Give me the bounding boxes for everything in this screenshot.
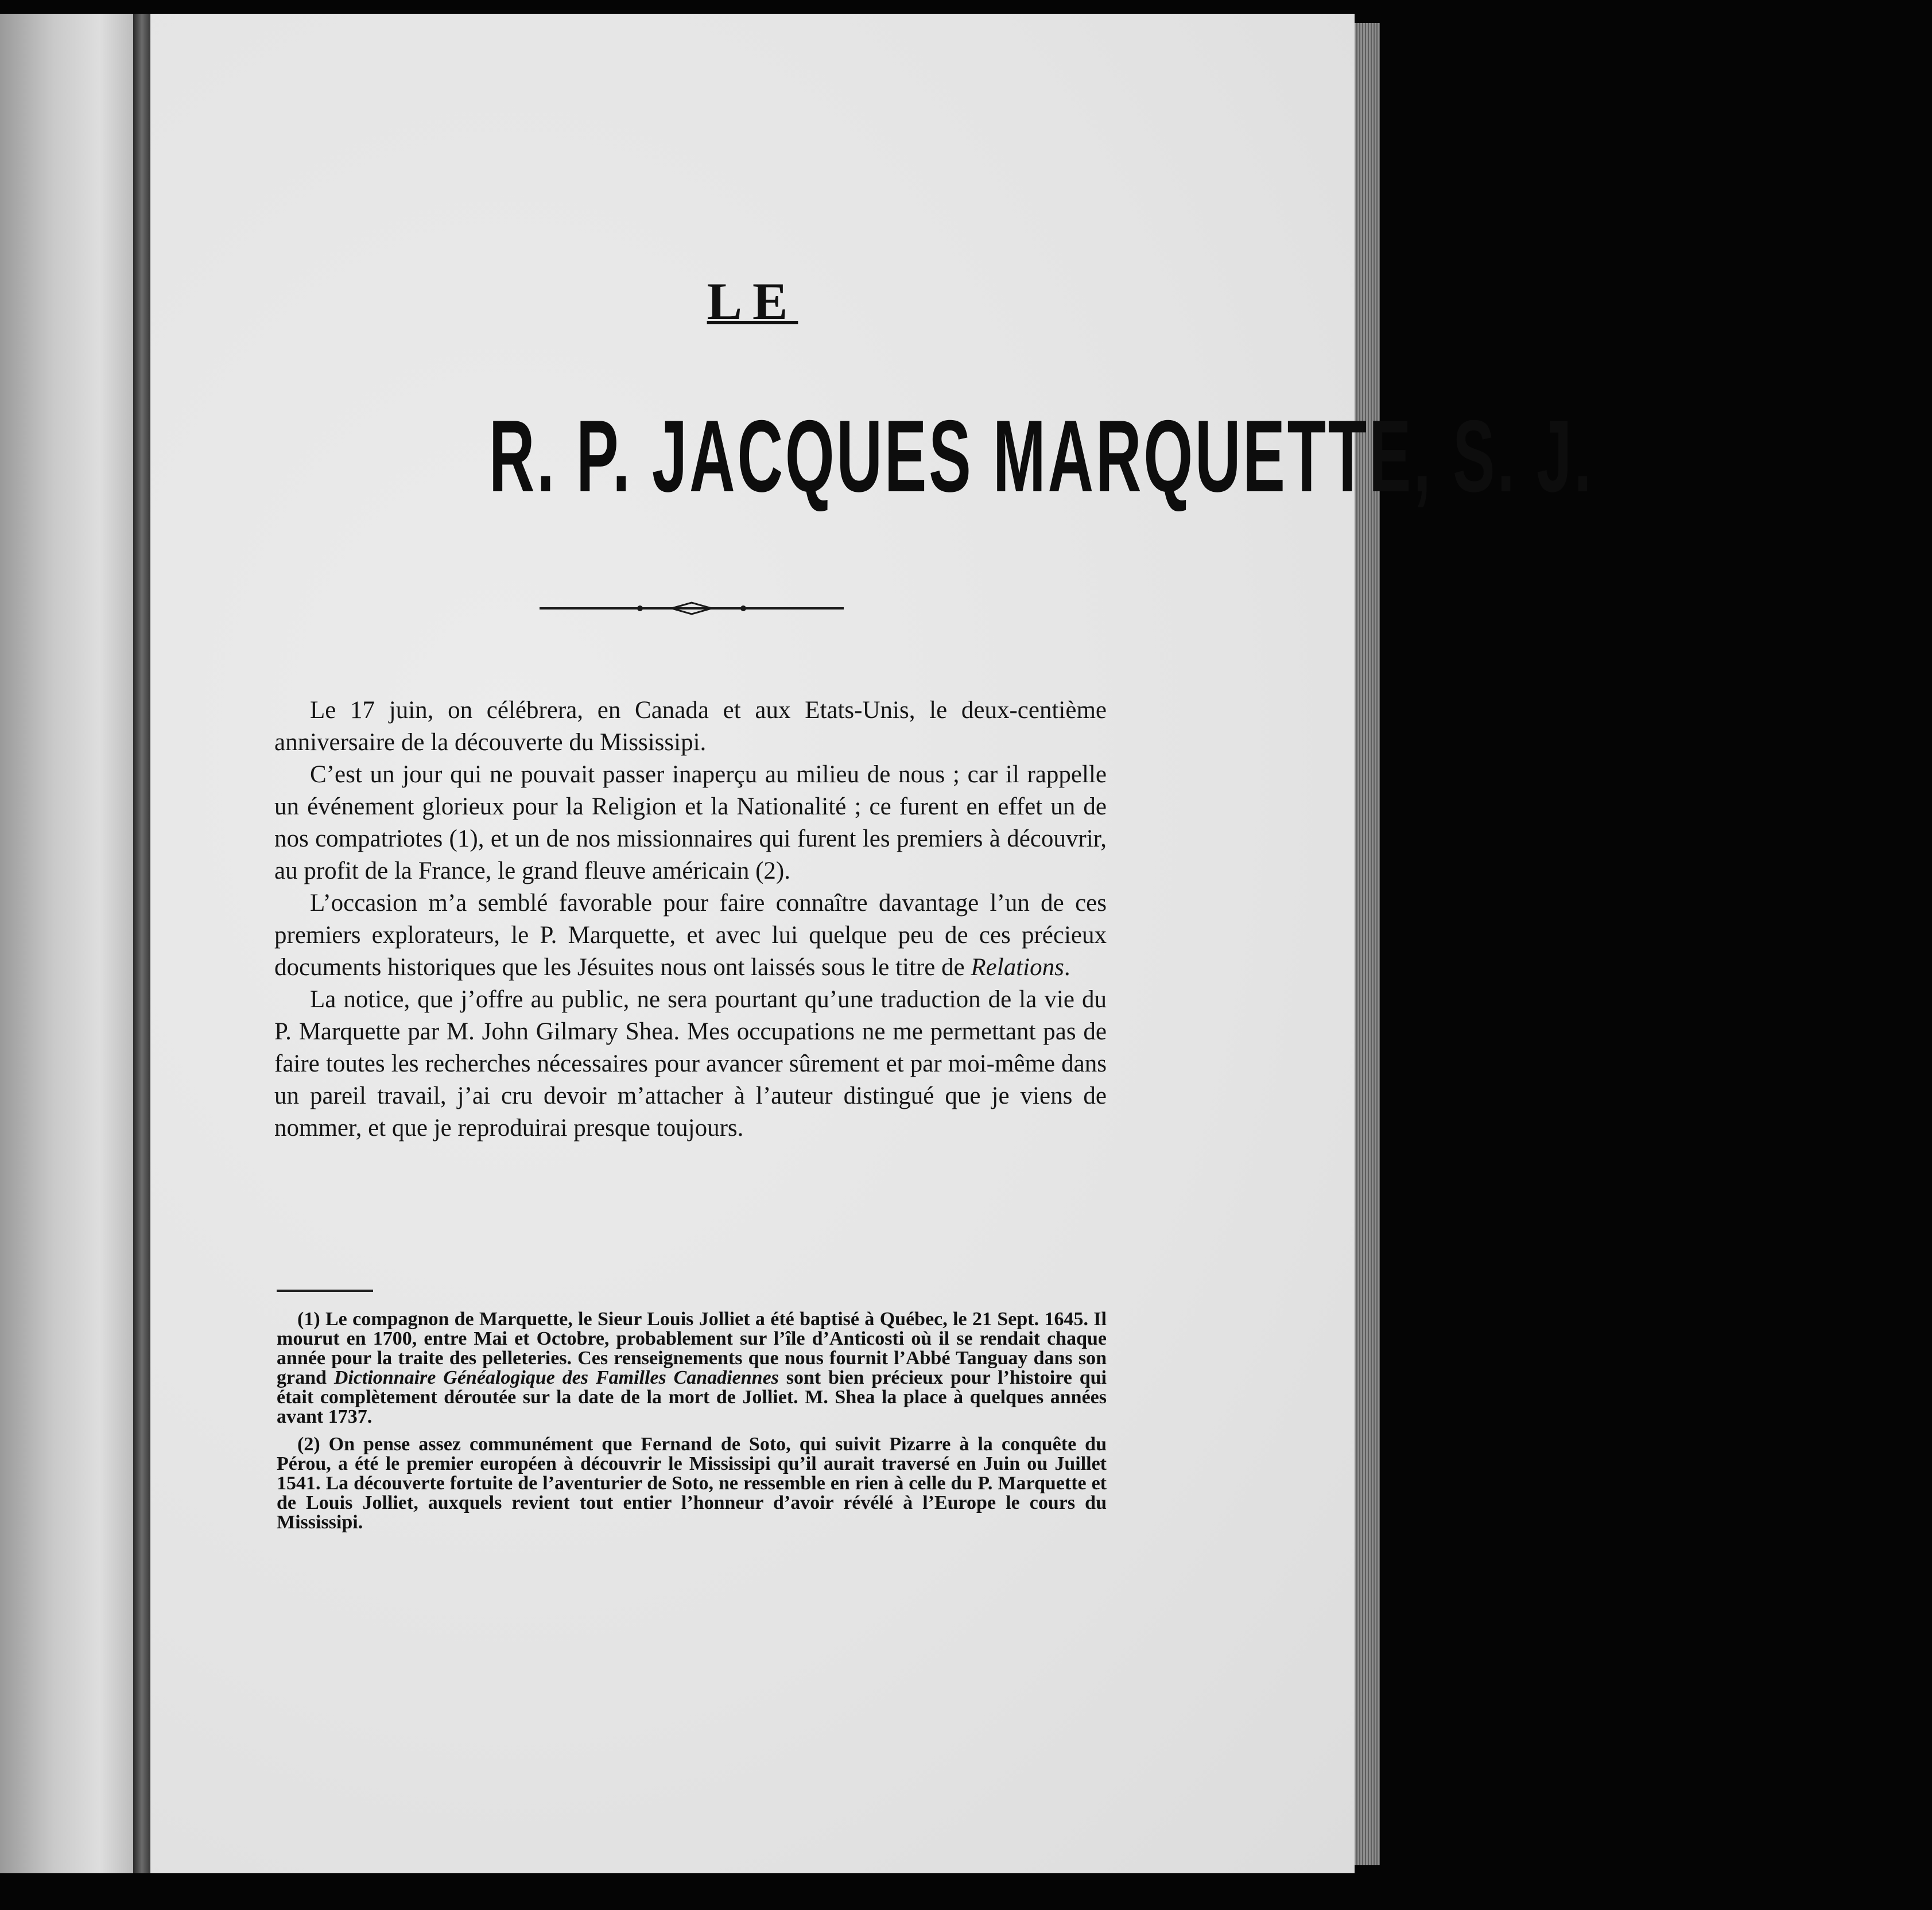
paragraph-3-end: . <box>1064 954 1070 981</box>
footnote-2-text: (2) On pense assez communément que Fernand de Soto, qui suivit Pizarre à la conquête du Pérou, a été le premier européen à découvrir le Mississipi qu’il aurait traversé en Juin ou Juillet 1541. La découverte fortuite de l’aventurier de Soto, ne ressemble en rien à celle du P. Marquette et de Louis Jolliet, auxquels revient tout entier l’honneur d’avoir révélé à l’Europe le cours du Mississipi. <box>277 1434 1107 1533</box>
title-article: LE <box>707 272 798 331</box>
relations-italic: Relations <box>971 954 1064 981</box>
page-title <box>150 396 1594 517</box>
paragraph-3 <box>274 887 1107 984</box>
paragraph-4: La notice, que j’offre au public, ne sera pourtant qu’une traduction de la vie du P. Marquette par M. John Gilmary Shea. Mes occupations ne me permettant pas de faire toutes les recherches nécessaires pour avancer sûrement et par moi-même dans un pareil travail, j’ai cru devoir m’attacher à l’auteur distingué que je viens de nommer, et que je reproduirai presque toujours. <box>274 986 1107 1142</box>
paragraph-3-text: L’occasion m’a semblé favorable pour faire connaître davantage l’un de ces premiers explorateurs, le P. Marquette, et avec lui quelque peu de ces précieux documents historiques que les Jésuites nous ont laissés sous le titre de <box>274 890 1107 981</box>
footnote-2 <box>277 1435 1107 1532</box>
footnotes <box>277 1310 1107 1540</box>
article-body <box>274 694 1107 1144</box>
footnote-1-end: sont bien précieux pour l’histoire qui était complètement déroutée sur la date de la mort de Jolliet. M. Shea la place à quelques années avant 1737. <box>277 1367 1107 1427</box>
page-edges <box>1355 23 1380 1865</box>
footnote-1 <box>277 1310 1107 1427</box>
paragraph-2: C’est un jour qui ne pouvait passer inaperçu au milieu de nous ; car il rappelle un événement glorieux pour la Religion et la Nationalité ; ce furent en effet un de nos compatriotes (1), et un de nos missionnaires qui furent les premiers à découvrir, au profit de la France, le grand fleuve américain (2). <box>274 761 1107 884</box>
footnote-rule <box>277 1290 373 1292</box>
dictionary-italic: Dictionnaire Généalogique des Familles Canadiennes <box>333 1367 779 1388</box>
footnote-1-text: (1) Le compagnon de Marquette, le Sieur Louis Jolliet a été baptisé à Québec, le 21 Sept. 1645. Il mourut en 1700, entre Mai et Octobre, probablement sur l’île d’Anticosti où il se rendait chaque année pour la traite des pelleteries. Ces renseignements que nous fournit l’Abbé Tanguay dans son grand <box>277 1309 1107 1388</box>
page-title-text: R. P. JACQUES MARQUETTE, S. J. <box>488 399 1594 513</box>
book-spine <box>133 14 150 1873</box>
facing-page <box>0 14 133 1873</box>
paragraph-1: Le 17 juin, on célébrera, en Canada et aux Etats-Unis, le deux-centième anniversaire de la découverte du Mississipi. <box>274 697 1107 756</box>
ornament-divider-icon <box>540 597 844 620</box>
